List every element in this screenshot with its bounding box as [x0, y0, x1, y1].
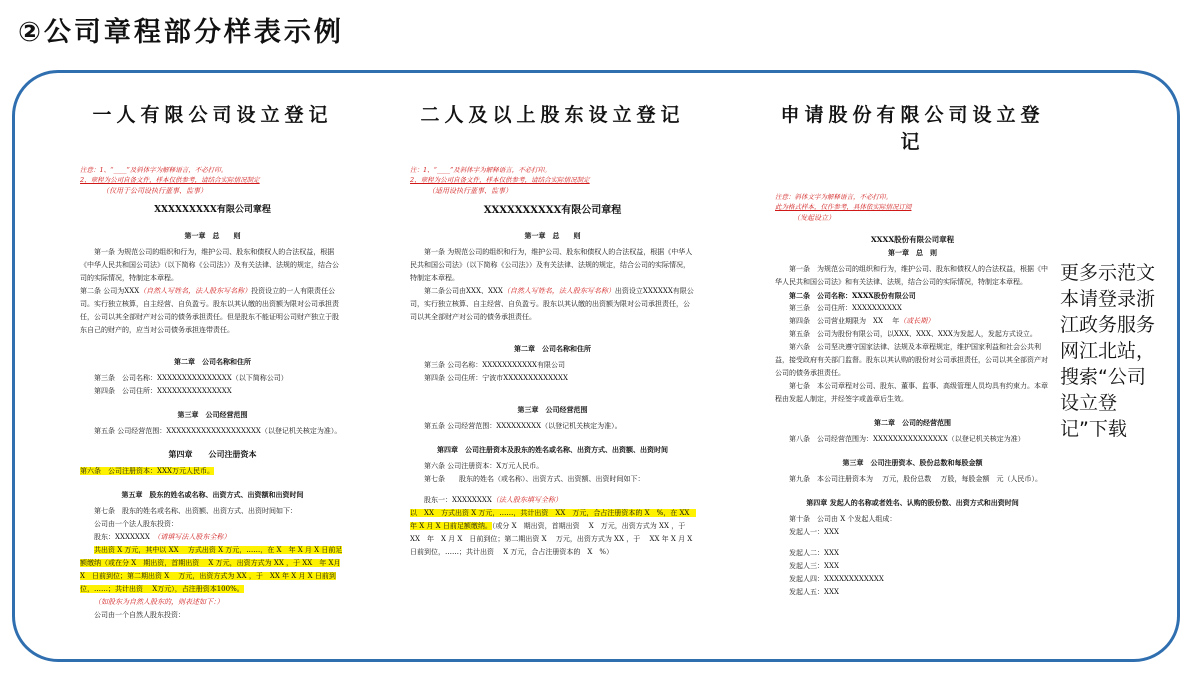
doc1-article7b: 公司由一个法人股东投资： — [94, 520, 178, 528]
doc2-chapter1: 第一章 总 则 — [524, 231, 581, 240]
doc2-article3: 第三条 公司名称：XXXXXXXXXXX有限公司 — [424, 361, 566, 369]
doc3-note2: 此为格式样本，仅作参考，具体依实际情况订阅 — [775, 203, 912, 211]
doc1-subtitle: （仅用于公司设执行董事、监事） — [102, 187, 207, 195]
doc3-article8: 第八条 公司经营范围为：XXXXXXXXXXXXXXX（以登记机关核定为准） — [789, 435, 1025, 443]
doc3-article5: 第五条 公司为股份有限公司，以XXX、XXX、XXX为发起人，发起方式设立。 — [789, 330, 1037, 338]
doc1-article2: 第二条 公司为XXX（自然人写姓名，法人股东写名称）投资设立的一人有限责任公司。实行独立核算，自主经营、自负盈亏。股东以其认缴的出资额为限对公司承担责任，公司以其全部财产对公司的债务承担责任。但是股东不能证明公司财产独立于股东自己的财产的，应当对公司债务承担连带责任。 — [80, 287, 339, 334]
side-note: 更多示范文本请登录浙江政务服务网江北站，搜索“公司设立登记”下载 — [1060, 262, 1156, 440]
doc1-article7: 第七条 股东的姓名或名称、出资额、出资方式、出资时间如下： — [94, 507, 297, 515]
doc3-sponsor1: 发起人一：XXX — [789, 528, 839, 536]
doc2-chapter4: 第四章 公司注册资本及股东的姓名或名称、出资方式、出资额、出资时间 — [437, 445, 668, 454]
doc-one-person-company — [80, 100, 345, 620]
doc1-chapter4: 第四章 公司注册资本 — [168, 449, 257, 459]
doc3-article10: 第十条 公司由 X 个发起人组成： — [789, 515, 897, 523]
doc-multi-shareholder-company — [410, 100, 695, 620]
doc3-article1: 第一条 为规范公司的组织和行为，维护公司、股东和债权人的合法权益，根据《中华人民共和国公司法》和有关法律、法规，结合公司的实际情况，特制定本章程。 — [775, 265, 1048, 286]
doc1-article1: 第一条 为规范公司的组织和行为，维护公司、股东和债权人的合法权益，根据《中华人民共和国公司法》（以下简称《公司法》）及有关法律、法规的规定，结合公司的实际情况，特制定本章程。 — [80, 248, 339, 282]
doc1-note2: 2、章程为公司自备文件，样本仅供参考，请结合实际情况制定 — [80, 176, 260, 184]
doc1-highlight-capital: 共出资 X 万元，其中以 XX 方式出资 X 万元，……，在 X 年 X 月 X 日前足额缴纳（或在分 X 期出资，首期出资 X 万元，出资方式为 XX ，于 XX 年 X月 X 日前到位；第二期出资 X 万元，出资方式为 XX ，于 XX 年 X 月 X 日前到位，……；共计出资 X万元），占注册资本100%。 — [80, 546, 343, 593]
doc3-heading: 申请股份有限公司设立登记 — [780, 104, 1045, 153]
doc2-article1: 第一条 为规范公司的组织和行为，维护公司、股东和债权人的合法权益，根据《中华人民共和国公司法》（以下简称《公司法》）及有关法律、法规的规定，结合公司的实际情况，特制定本章程。 — [410, 248, 693, 282]
page-title: ②公司章程部分样表示例 — [18, 17, 344, 48]
doc2-body — [410, 165, 695, 559]
doc2-shareholder: 股东一：XXXXXXXX（法人股东填写全称） — [424, 496, 562, 504]
doc2-note1: 注：1、“____”及斜体字为解释语言，不必打印。 — [410, 166, 551, 174]
doc1-chapter2: 第二章 公司名称和住所 — [174, 357, 251, 366]
doc3-article2: 第二条 公司名称：XXXX股份有限公司 — [789, 291, 916, 300]
doc2-doc-title: XXXXXXXXXX有限公司章程 — [483, 205, 622, 216]
doc3-sponsor3: 发起人三：XXX — [789, 562, 839, 570]
doc1-shareholder: 股东：XXXXXXX （请填写法人股东全称） — [94, 533, 231, 541]
doc1-chapter3: 第三章 公司经营范围 — [177, 410, 248, 419]
doc2-article6: 第六条 公司注册资本：X万元人民币。 — [424, 462, 544, 470]
doc2-heading: 二人及以上股东设立登记 — [420, 104, 685, 126]
doc2-article2: 第二条公司由XXX、XXX（自然人写姓名，法人股东写名称）出资设立XXXXXX有限公司，实行独立核算、自主经营、自负盈亏。股东以其认缴的出资额为限对公司承担责任，公司以其全部财产对公司的债务承担责任。 — [410, 287, 694, 321]
doc3-chapter1: 第一章 总 则 — [888, 248, 937, 257]
doc3-subtitle: （发起设立） — [793, 214, 835, 222]
doc3-sponsor4: 发起人四：XXXXXXXXXXXX — [789, 575, 884, 583]
doc2-chapter2: 第二章 公司名称和住所 — [514, 344, 591, 353]
doc3-doc-title: XXXX股份有限公司章程 — [870, 235, 955, 244]
doc3-article9: 第九条 本公司注册资本为 万元，股份总数 万股，每股金额 元（人民币）。 — [789, 475, 1042, 483]
doc3-article3: 第三条 公司住所：XXXXXXXXXX — [789, 304, 902, 312]
doc1-red-note: （如股东为自然人股东的，则表述如下：） — [94, 598, 224, 606]
doc3-article4: 第四条 公司营业期限为 XX 年（或长期） — [789, 317, 935, 325]
doc1-article3: 第三条 公司名称：XXXXXXXXXXXXXXX（以下简称公司） — [94, 374, 288, 382]
doc1-article4: 第四条 公司住所：XXXXXXXXXXXXXXX — [94, 387, 232, 395]
doc1-article5: 第五条 公司经营范围：XXXXXXXXXXXXXXXXXXX（以登记机关核定为准）。 — [94, 427, 342, 435]
doc1-chapter1: 第一章 总 则 — [184, 231, 241, 240]
doc2-highlight-capital: 以 XX 方式出资 X 万元，……，共计出资 XX 万元，合占注册资本的 X %，在 XX 年 X 月 X 日前足额缴纳。 — [410, 509, 697, 530]
doc1-chapter5: 第五章 股东的姓名或名称、出资方式、出资额和出资时间 — [121, 490, 304, 499]
doc2-article7: 第七条 股东的姓名（或名称）、出资方式、出资额、出资时间如下： — [424, 475, 645, 483]
doc2-article4: 第四条 公司住所：宁波市XXXXXXXXXXXXX — [424, 374, 569, 382]
doc2-note2: 2、章程为公司自备文件，样本仅供参考，请结合实际情况制定 — [410, 176, 590, 184]
doc1-article-last: 公司由一个自然人股东投资： — [94, 611, 185, 619]
doc3-sponsor5: 发起人五：XXX — [789, 588, 839, 596]
doc3-article6: 第六条 公司坚决遵守国家法律、法规及本章程规定，维护国家利益和社会公共利益，接受政府有关部门监督。股东以其认购的股份对公司承担责任，公司以其全部资产对公司的债务承担责任。 — [775, 343, 1048, 377]
doc3-chapter2: 第二章 公司的经营范围 — [874, 418, 951, 427]
doc3-article7: 第七条 本公司章程对公司、股东、董事、监事、高级管理人员均具有约束力。本章程由发起人制定，并经签字或盖章后生效。 — [775, 382, 1048, 403]
doc2-chapter3: 第三章 公司经营范围 — [517, 405, 588, 414]
doc1-body — [80, 165, 345, 622]
doc3-sponsor2: 发起人二：XXX — [789, 549, 839, 557]
doc3-note1: 注意：斜体文字为解释语言，不必打印。 — [775, 193, 892, 201]
doc1-heading: 一人有限公司设立登记 — [92, 104, 333, 126]
doc2-article5: 第五条 公司经营范围：XXXXXXXXX（以登记机关核定为准）。 — [424, 422, 622, 430]
doc1-note1: 注意：1、“____”及斜体字为解释语言，不必打印。 — [80, 166, 228, 174]
doc3-body — [775, 192, 1050, 599]
doc1-article6: 第六条 公司注册资本：XXX万元人民币。 — [80, 467, 214, 475]
doc2-subtitle: （适用设执行董事、监事） — [428, 187, 512, 195]
doc1-doc-title: XXXXXXXXX有限公司章程 — [154, 205, 271, 215]
doc2-installment-note: （或分 X 期出资，首期出资 X 万元，出资方式为 XX ，于 XX 年 X 月 X 日前到位；第二期出资 X 万元，出资方式为 XX ，于 XX 年 X 月 X 日前到位，……；共计出资 X 万元，合占注册资本的 X %） — [410, 522, 695, 556]
doc-joint-stock-company — [775, 100, 1050, 620]
doc3-chapter3: 第三章 公司注册资本、股份总数和每股金额 — [842, 458, 983, 467]
doc3-chapter4: 第四章 发起人的名称或者姓名、认购的股份数、出资方式和出资时间 — [806, 498, 1019, 507]
